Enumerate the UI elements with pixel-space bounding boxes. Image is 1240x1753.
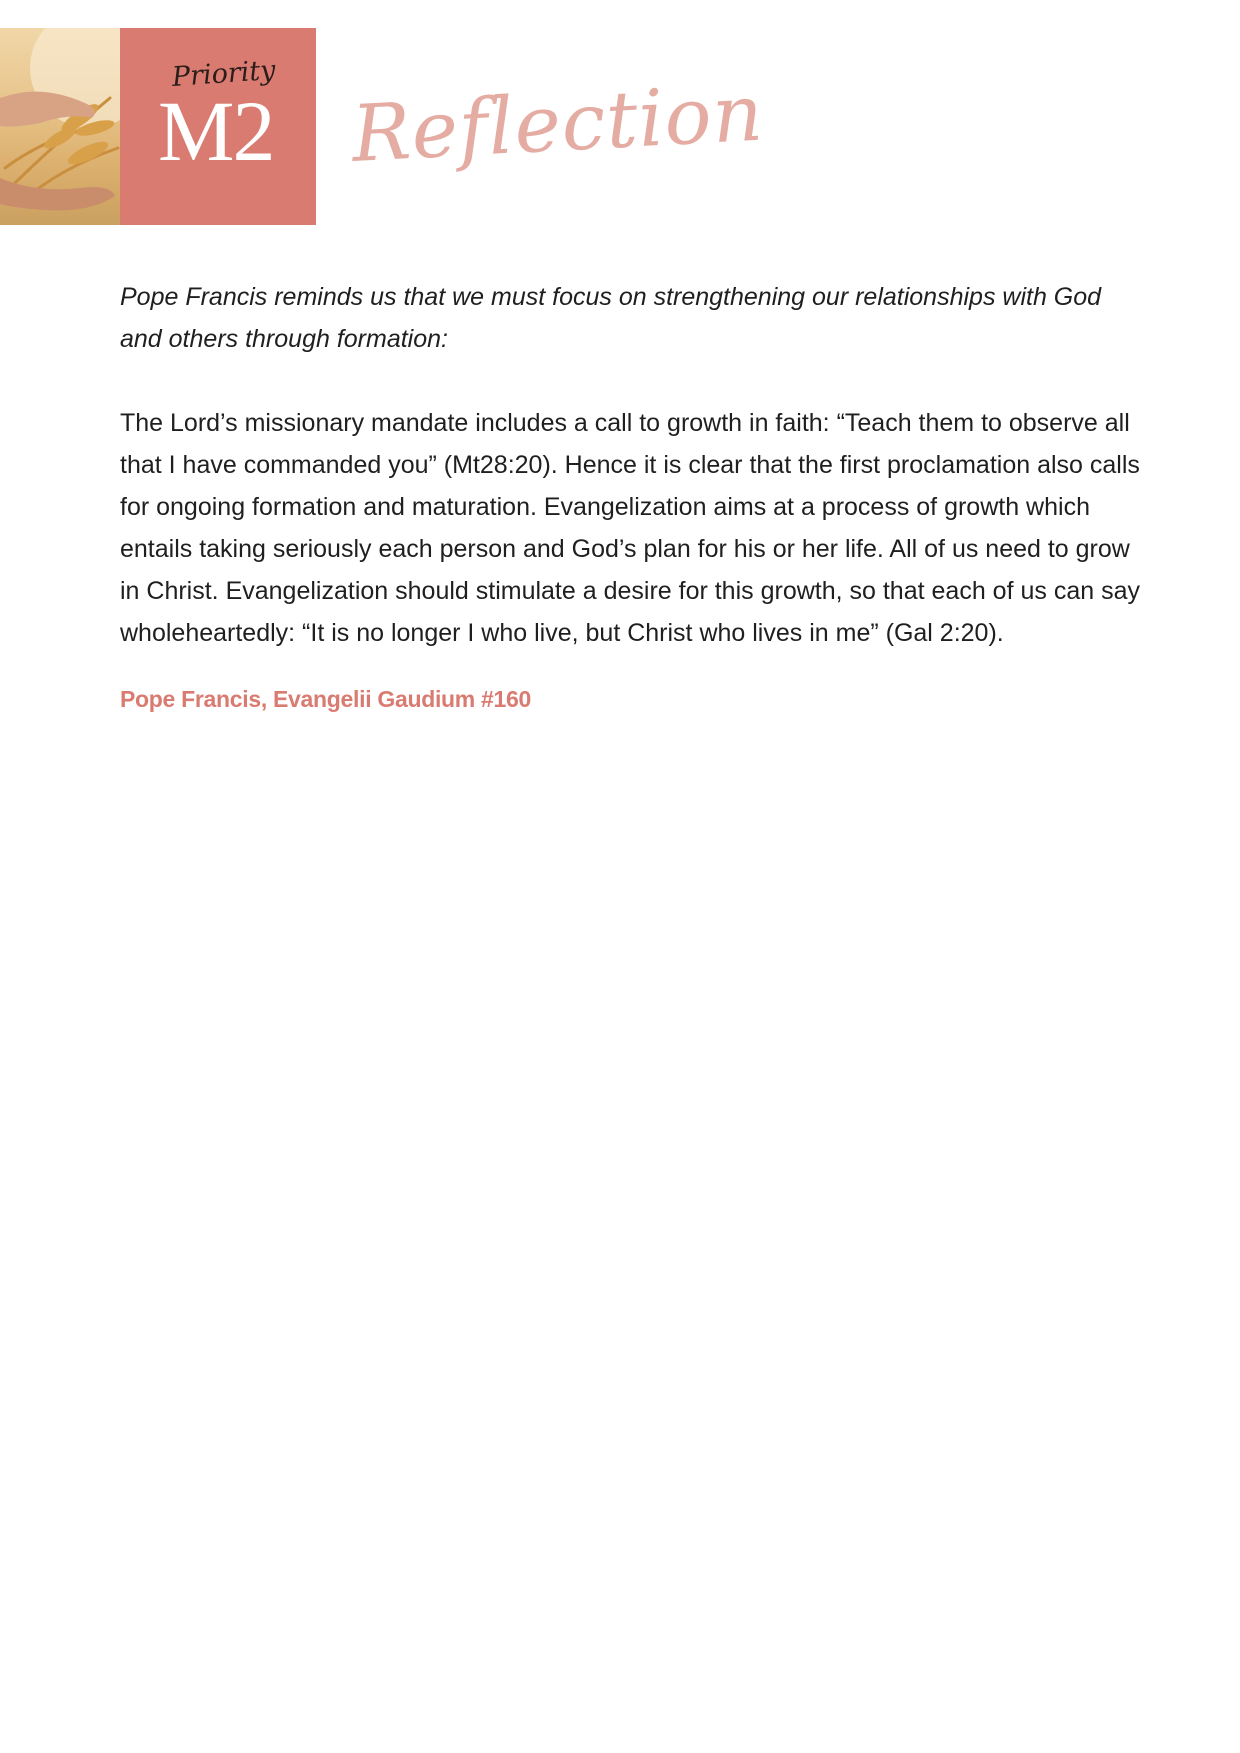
quote-paragraph: The Lord’s missionary mandate includes a call to growth in faith: “Teach them to observe all that I have commanded you” (Mt28:20). Hence it is clear that the first proclamation also calls for ongoing formation and maturation. Evangelization aims at a process of growth which entails taking seriously each person and God’s plan for his or her life. All of us need to grow in Christ. Evangelization should stimulate a desire for this growth, so that each of us can say wholeheartedly: “It is no longer I who live, but Christ who lives in me” (Gal 2:20). (120, 409, 1140, 647)
wheat-hands-illustration (0, 28, 120, 225)
priority-code: M2 (158, 83, 274, 179)
section-title: Reflection (349, 68, 766, 180)
priority-label: Priority (170, 54, 277, 93)
wheat-hands-photo (0, 28, 120, 225)
reflection-content (120, 276, 1140, 714)
intro-paragraph: Pope Francis reminds us that we must focus on strengthening our relationships with God and others through formation: (120, 283, 1102, 353)
quote-attribution: Pope Francis, Evangelii Gaudium #160 (120, 686, 532, 712)
priority-badge (120, 28, 316, 225)
